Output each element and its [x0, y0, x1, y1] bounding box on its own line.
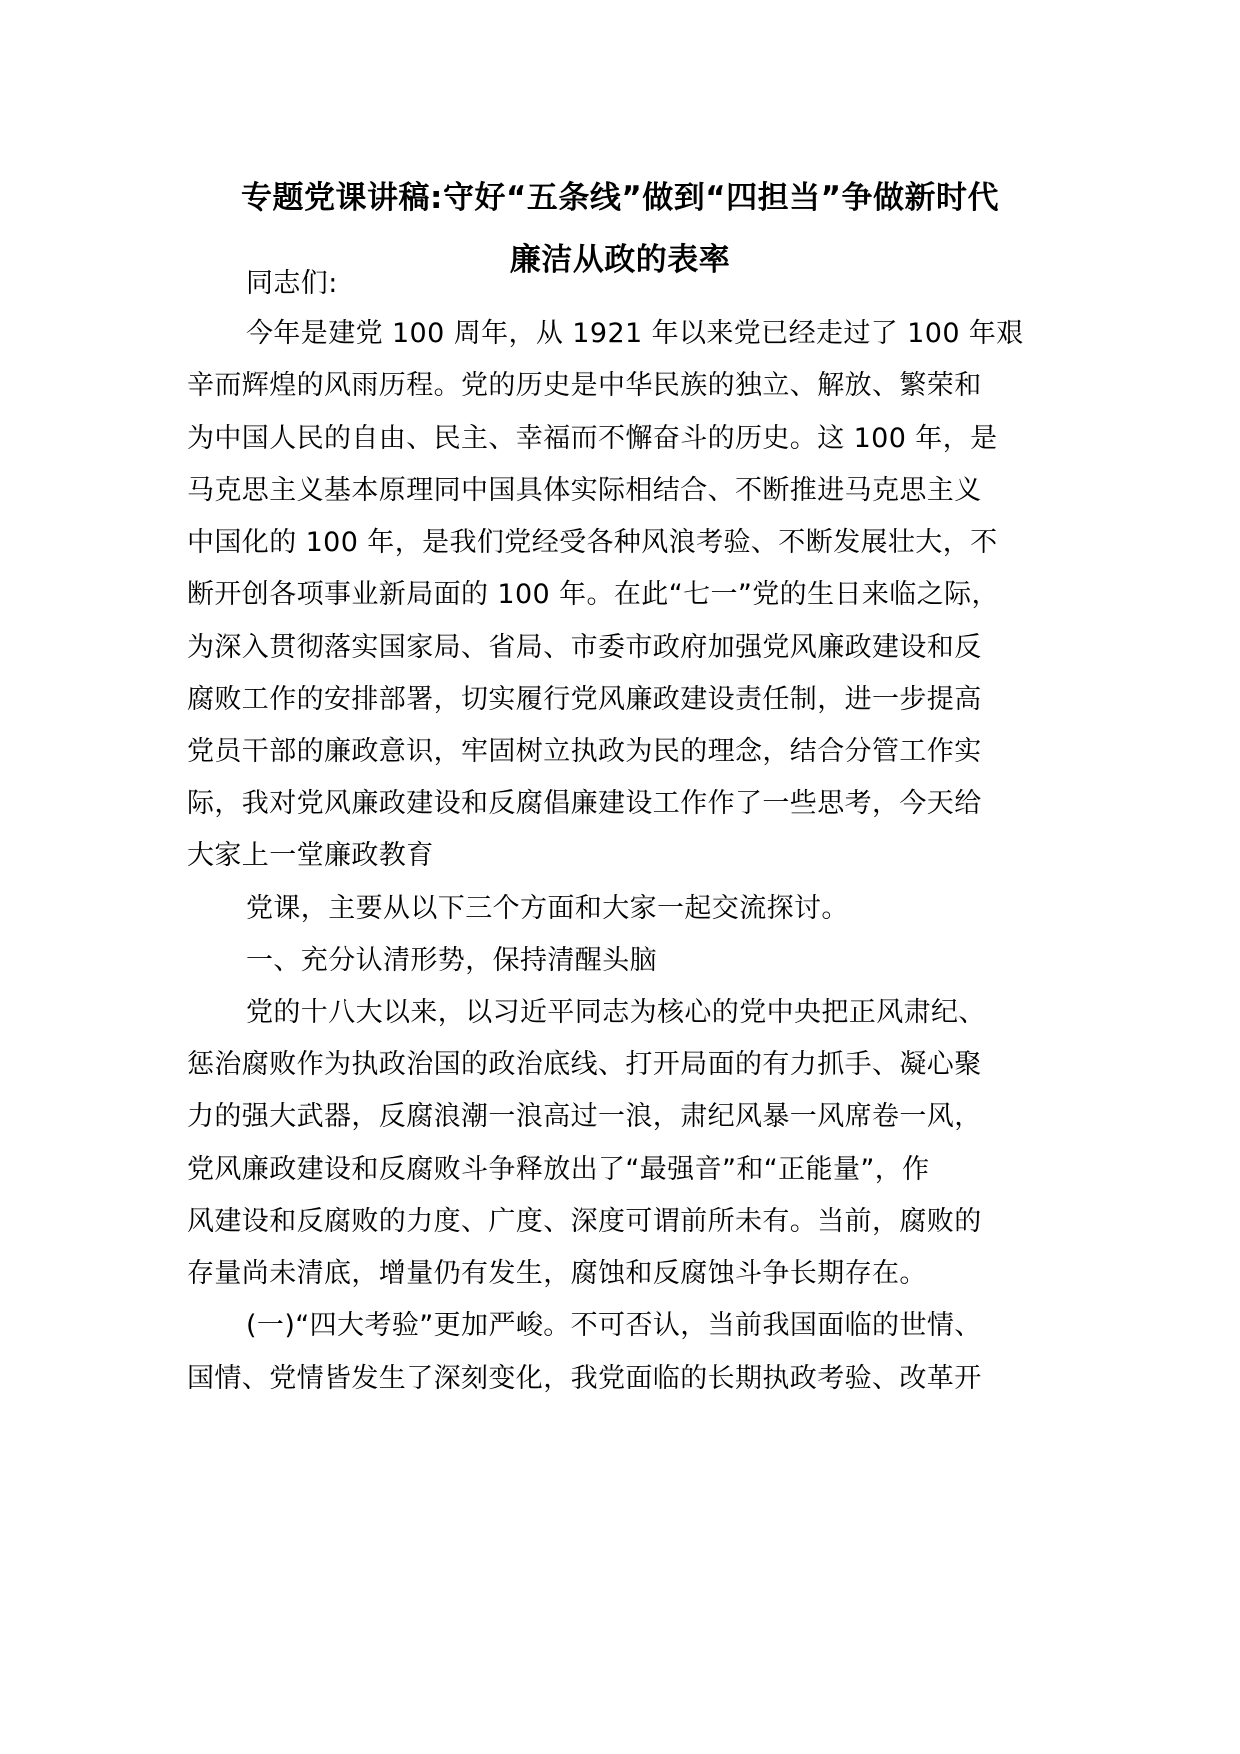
paragraph-line: 为中国人民的自由、民主、幸福而不懈奋斗的历史。这 100 年，是 [187, 423, 998, 454]
paragraph-line: 今年是建党 100 周年，从 1921 年以来党已经走过了 100 年艰 [246, 318, 1024, 349]
paragraph-line: 为深入贯彻落实国家局、省局、市委市政府加强党风廉政建设和反 [187, 632, 982, 663]
paragraph-line: 风建设和反腐败的力度、广度、深度可谓前所未有。当前，腐败的 [187, 1206, 982, 1237]
section-heading: 一、充分认清形势，保持清醒头脑 [246, 945, 657, 976]
document-title-line-1: 专题党课讲稿:守好“五条线”做到“四担当”争做新时代 [241, 180, 999, 216]
paragraph-line: 际，我对党风廉政建设和反腐倡廉建设工作作了一些思考，今天给 [187, 788, 982, 819]
paragraph-line: 党课，主要从以下三个方面和大家一起交流探讨。 [246, 893, 849, 924]
paragraph-line: 辛而辉煌的风雨历程。党的历史是中华民族的独立、解放、繁荣和 [187, 370, 982, 401]
paragraph-line: (一)“四大考验”更加严峻。不可否认，当前我国面临的世情、 [246, 1310, 982, 1341]
paragraph-line: 国情、党情皆发生了深刻变化，我党面临的长期执政考验、改革开 [187, 1363, 982, 1394]
paragraph-line: 党员干部的廉政意识，牢固树立执政为民的理念，结合分管工作实 [187, 736, 982, 767]
document-title-line-2: 廉洁从政的表率 [509, 242, 731, 278]
paragraph-line: 惩治腐败作为执政治国的政治底线、打开局面的有力抓手、凝心聚 [187, 1049, 982, 1080]
paragraph-line: 大家上一堂廉政教育 [187, 840, 434, 871]
salutation: 同志们: [246, 268, 338, 299]
paragraph-line: 存量尚未清底，增量仍有发生，腐蚀和反腐蚀斗争长期存在。 [187, 1258, 927, 1289]
paragraph-line: 断开创各项事业新局面的 100 年。在此“七一”党的生日来临之际， [187, 579, 999, 610]
paragraph-line: 党风廉政建设和反腐败斗争释放出了“最强音”和“正能量”，作 [187, 1154, 930, 1185]
paragraph-line: 力的强大武器，反腐浪潮一浪高过一浪，肃纪风暴一风席卷一风， [187, 1101, 982, 1132]
paragraph-line: 马克思主义基本原理同中国具体实际相结合、不断推进马克思主义 [187, 475, 982, 506]
paragraph-line: 腐败工作的安排部署，切实履行党风廉政建设责任制，进一步提高 [187, 684, 982, 715]
paragraph-line: 中国化的 100 年，是我们党经受各种风浪考验、不断发展壮大，不 [187, 527, 998, 558]
paragraph-line: 党的十八大以来，以习近平同志为核心的党中央把正风肃纪、 [246, 997, 986, 1028]
